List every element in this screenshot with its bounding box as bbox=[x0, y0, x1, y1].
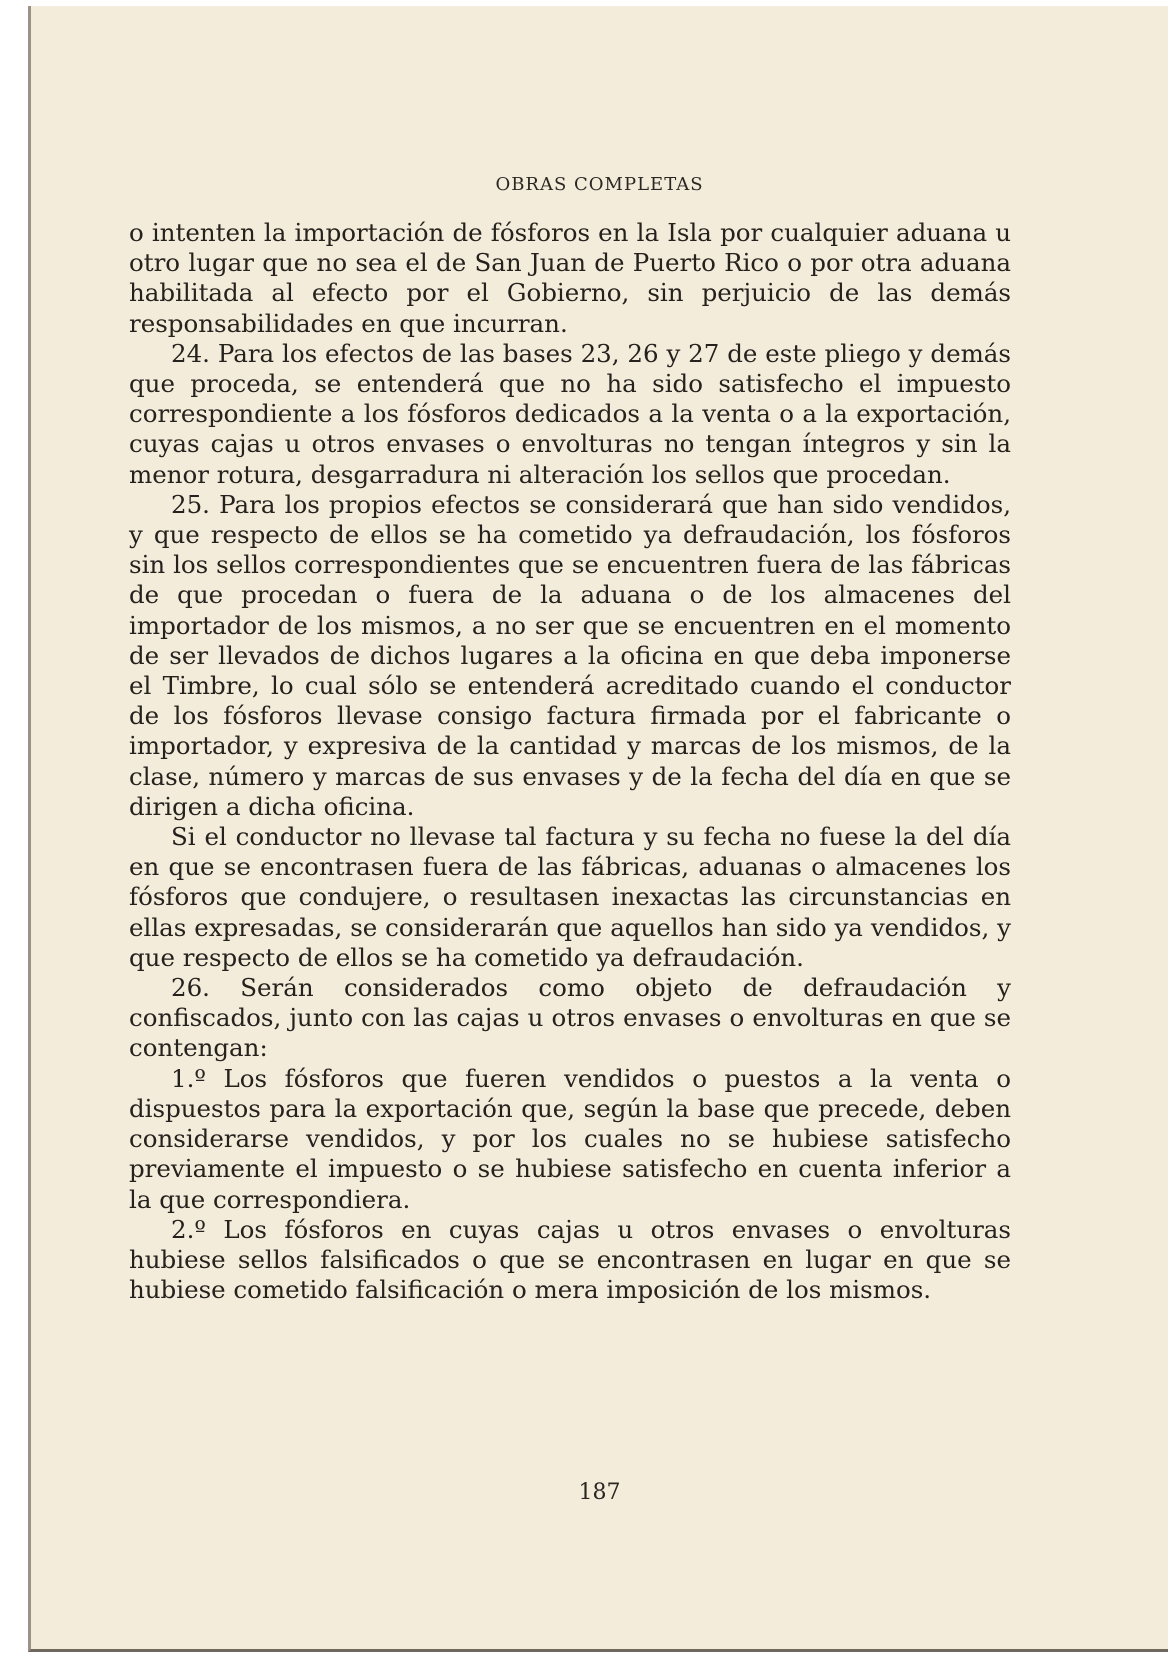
paragraph-item-2: 2.º Los fósforos en cuyas cajas u otros envases o envolturas hubiese sellos falsificados o que se encontrasen en lugar en que se hubiese cometido falsificación o mera imposición de los mismos. bbox=[129, 1214, 1011, 1305]
running-title: OBRAS COMPLETAS bbox=[495, 174, 704, 195]
body-text bbox=[129, 218, 1011, 1305]
paragraph-base-24: 24. Para los efectos de las bases 23, 26 y 27 de este pliego y demás que proceda, se entenderá que no ha sido satisfecho el impuesto correspondiente a los fósforos dedicados a la venta o a la exportación, cuyas cajas u otros envases o envolturas no tengan íntegros y sin la menor rotura, desgarradura ni alteración los sellos que procedan. bbox=[129, 338, 1011, 489]
page-number: 187 bbox=[578, 1480, 621, 1505]
paragraph-continuation: o intenten la importación de fósforos en la Isla por cualquier aduana u otro lugar que no sea el de San Juan de Puerto Rico o por otra aduana habilitada al efecto por el Gobierno, sin perjuicio de las demás responsabilidades en que incurran. bbox=[129, 218, 1011, 338]
paragraph-item-1: 1.º Los fósforos que fueren vendidos o puestos a la venta o dispuestos para la exportación que, según la base que precede, deben considerarse vendidos, y por los cuales no se hubiese satisfecho previamente el impuesto o se hubiese satisfecho en cuenta inferior a la que correspondiera. bbox=[129, 1063, 1011, 1214]
paragraph-base-26: 26. Serán considerados como objeto de defraudación y confiscados, junto con las cajas u otros envases o envolturas en que se contengan: bbox=[129, 973, 1011, 1063]
page-sheet bbox=[28, 6, 1168, 1652]
paragraph-conductor: Si el conductor no llevase tal factura y su fecha no fuese la del día en que se encontrasen fuera de las fábricas, aduanas o almacenes los fósforos que condujere, o resultasen inexactas las circunstancias en ellas expresadas, se considerarán que aquellos han sido ya vendidos, y que respecto de ellos se ha cometido ya defraudación. bbox=[129, 822, 1011, 972]
paragraph-base-25: 25. Para los propios efectos se considerará que han sido vendidos, y que respecto de ellos se ha cometido ya defraudación, los fósforos sin los sellos correspondientes que se encuentren fuera de las fábricas de que procedan o fuera de la aduana o de los almacenes del importador de los mismos, a no ser que se encuentren en el momento de ser llevados de dichos lugares a la oficina en que deba imponerse el Timbre, lo cual sólo se entenderá acreditado cuando el conductor de los fósforos llevase consigo factura firmada por el fabricante o importador, y expresiva de la cantidad y marcas de los mismos, de la clase, número y marcas de sus envases y de la fecha del día en que se dirigen a dicha oficina. bbox=[129, 489, 1011, 821]
